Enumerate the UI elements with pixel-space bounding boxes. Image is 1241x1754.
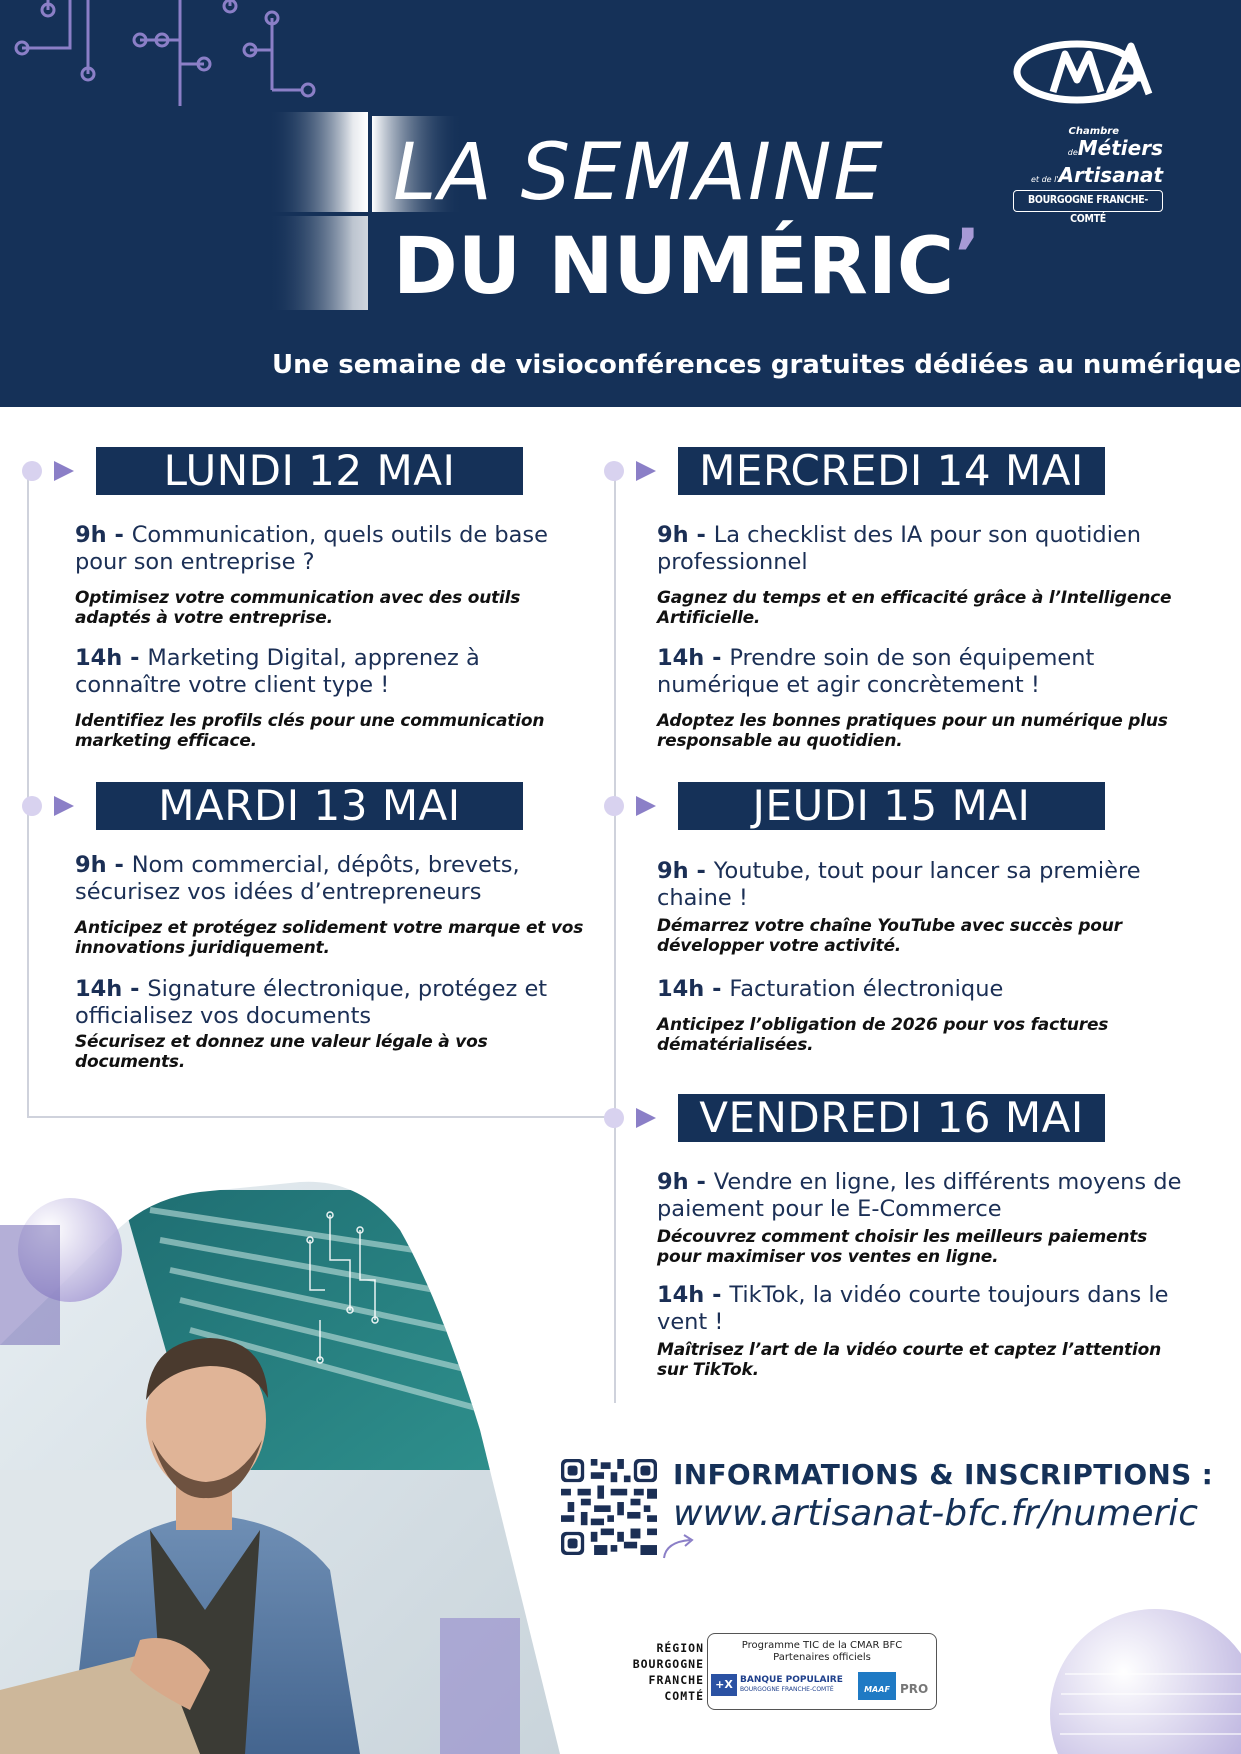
day-header-lundi: LUNDI 12 MAI <box>96 447 523 495</box>
curved-arrow-icon <box>660 1532 706 1562</box>
slot-description: Identifiez les profils clés pour une communication marketing efficace. <box>75 711 545 751</box>
cma-logo-text <box>1005 126 1163 191</box>
slot-lundi-14h <box>75 645 585 751</box>
slot-vendredi-9h <box>657 1169 1187 1267</box>
slot-jeudi-9h <box>657 858 1187 956</box>
slot-title: 14h - Signature électronique, protégez et officialisez vos documents <box>75 976 548 1029</box>
partners-box <box>707 1633 937 1710</box>
subtitle: Une semaine de visioconférences gratuites dédiées au numérique <box>272 350 1241 380</box>
logo-metiers-line: deMétiers <box>1067 136 1163 160</box>
circuit-decoration-icon <box>0 0 340 110</box>
chevron-right-icon <box>602 790 664 822</box>
slot-title: 14h - TikTok, la vidéo courte toujours dans le vent ! <box>657 1282 1169 1335</box>
slot-mardi-9h <box>75 852 585 958</box>
partners-heading: Programme TIC de la CMAR BFC Partenaires officiels <box>741 1640 903 1663</box>
slot-title: 9h - La checklist des IA pour son quotidien professionnel <box>657 522 1142 575</box>
timeline-bottom-line <box>27 1116 615 1118</box>
slot-description: Optimisez votre communication avec des outils adaptés à votre entreprise. <box>75 588 521 628</box>
pro-label: PRO <box>900 1682 929 1696</box>
day-header-jeudi: JEUDI 15 MAI <box>678 782 1105 830</box>
title-apostrophe: ’ <box>954 214 981 296</box>
slot-description: Anticipez l’obligation de 2026 pour vos factures dématérialisées. <box>657 1015 1109 1055</box>
registration-url-link[interactable]: www.artisanat-bfc.fr/numeric <box>673 1493 1199 1534</box>
banque-populaire-name: BANQUE POPULAIRE BOURGOGNE FRANCHE-COMTÉ <box>740 1675 843 1693</box>
slot-mardi-14h <box>75 976 585 1072</box>
cma-monogram-icon <box>1013 40 1161 110</box>
circle-decoration-icon <box>0 1195 125 1345</box>
slot-description: Adoptez les bonnes pratiques pour un numérique plus responsable au quotidien. <box>657 711 1168 751</box>
logo-chambre: Chambre <box>1068 126 1119 137</box>
banque-populaire-logo-icon: +X <box>711 1674 737 1696</box>
chevron-right-icon <box>20 790 82 822</box>
logo-region-badge: BOURGOGNE FRANCHE-COMTÉ <box>1013 190 1163 212</box>
day-header-mardi: MARDI 13 MAI <box>96 782 523 830</box>
title-line-2 <box>393 214 981 312</box>
slot-lundi-9h <box>75 522 585 628</box>
slot-title: 14h - Prendre soin de son équipement numérique et agir concrètement ! <box>657 645 1095 698</box>
qr-code-icon[interactable] <box>561 1459 657 1555</box>
slot-title: 14h - Facturation électronique <box>657 976 1004 1002</box>
slot-description: Gagnez du temps et en efficacité grâce à l’Intelligence Artificielle. <box>657 588 1172 628</box>
chevron-right-icon <box>602 1102 664 1134</box>
slot-title: 9h - Nom commercial, dépôts, brevets, sécurisez vos idées d’entrepreneurs <box>75 852 520 905</box>
slot-jeudi-14h <box>657 976 1187 1055</box>
header-banner <box>0 0 1241 407</box>
slot-description: Anticipez et protégez solidement votre marque et vos innovations juridiquement. <box>75 918 584 958</box>
slot-description: Maîtrisez l’art de la vidéo courte et captez l’attention sur TikTok. <box>657 1340 1161 1380</box>
slot-title: 9h - Vendre en ligne, les différents moyens de paiement pour le E-Commerce <box>657 1169 1182 1222</box>
day-header-vendredi: VENDREDI 16 MAI <box>678 1094 1105 1142</box>
chevron-right-icon <box>20 455 82 487</box>
timeline-right-line <box>614 468 616 1403</box>
slot-mercredi-14h <box>657 645 1187 751</box>
slot-vendredi-14h <box>657 1282 1187 1380</box>
chevron-right-icon <box>602 455 664 487</box>
logo-artisanat-line: et de l'Artisanat <box>1030 163 1163 187</box>
maaf-logo-icon: MAAF <box>858 1672 896 1700</box>
slot-mercredi-9h <box>657 522 1187 628</box>
cma-logo <box>1005 40 1170 225</box>
slot-title: 14h - Marketing Digital, apprenez à connaître votre client type ! <box>75 645 480 698</box>
day-header-mercredi: MERCREDI 14 MAI <box>678 447 1105 495</box>
square-decoration-icon <box>440 1618 520 1754</box>
title-main: DU NUMÉRIC <box>393 222 955 312</box>
slot-title: 9h - Youtube, tout pour lancer sa première chaine ! <box>657 858 1141 911</box>
slot-description: Sécurisez et donnez une valeur légale à vos documents. <box>75 1032 488 1072</box>
slot-description: Démarrez votre chaîne YouTube avec succès pour développer votre activité. <box>657 916 1122 956</box>
slot-title: 9h - Communication, quels outils de base pour son entreprise ? <box>75 522 548 575</box>
title-line-1: LA SEMAINE <box>393 128 885 218</box>
sphere-decoration-icon <box>1005 1594 1241 1754</box>
region-bfc-logo: RÉGION BOURGOGNE FRANCHE COMTÉ <box>632 1641 704 1703</box>
slot-description: Découvrez comment choisir les meilleurs paiements pour maximiser vos ventes en ligne. <box>657 1227 1148 1267</box>
info-title: INFORMATIONS & INSCRIPTIONS : <box>673 1458 1214 1491</box>
